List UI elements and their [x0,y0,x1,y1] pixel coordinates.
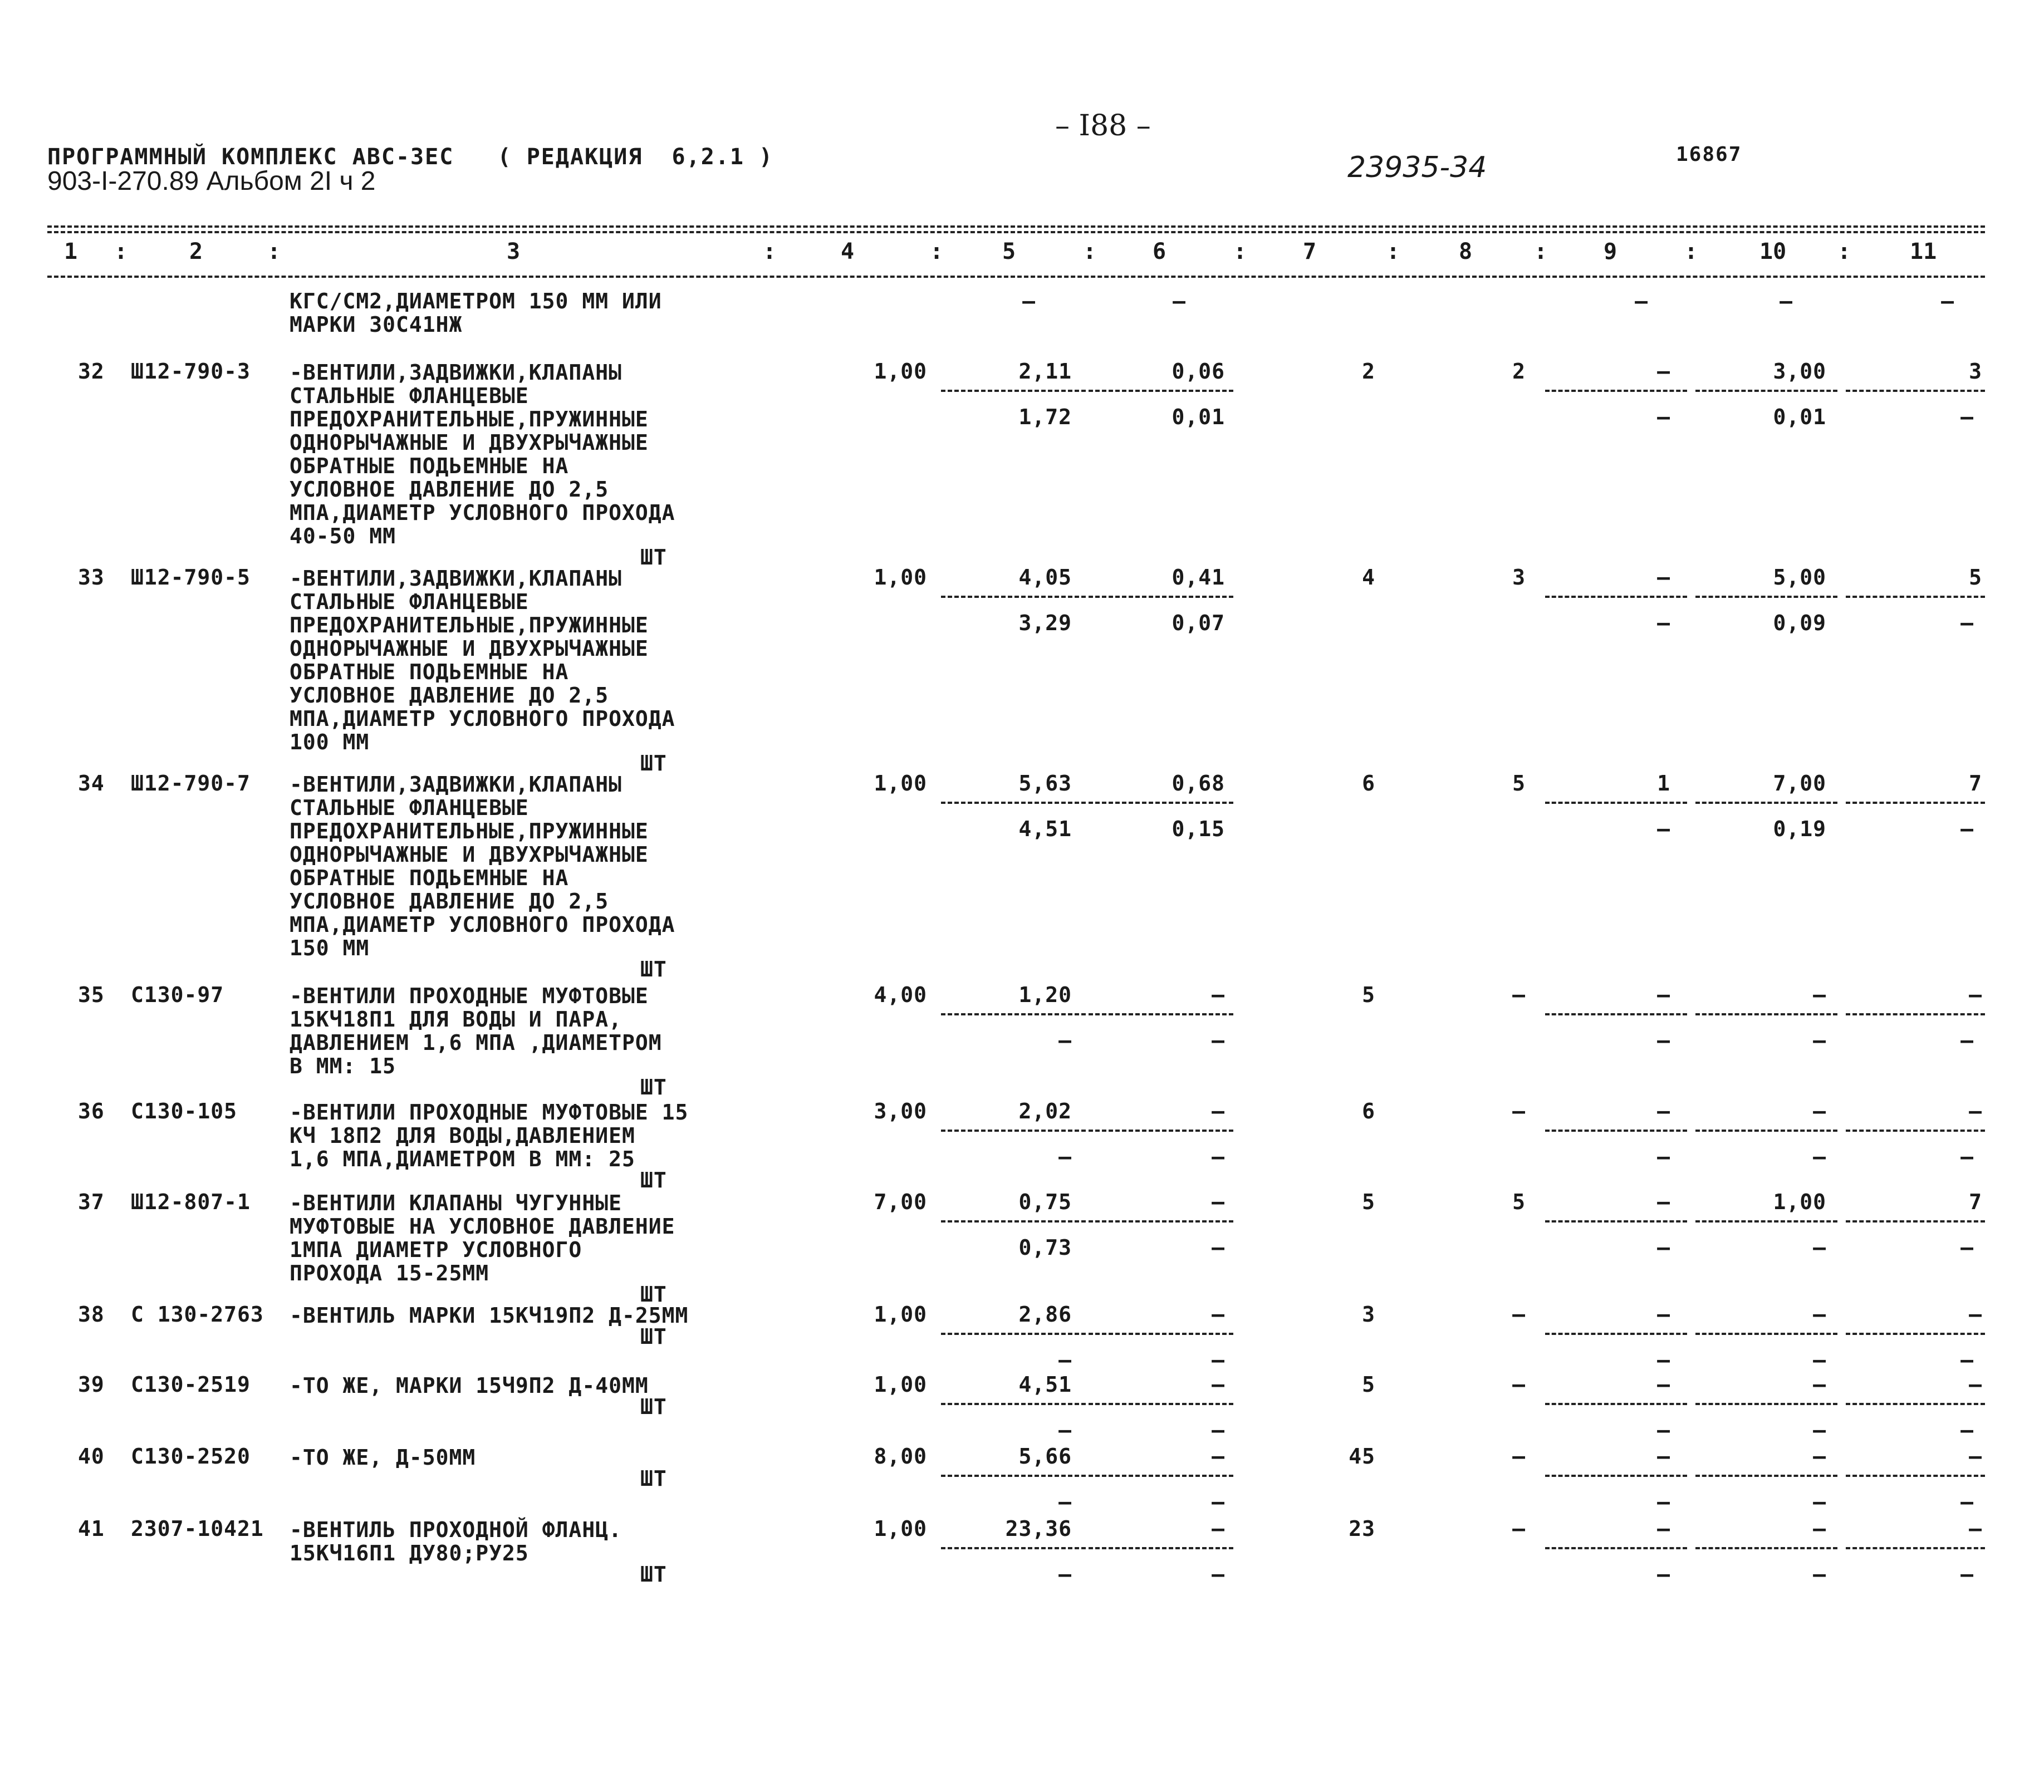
fraction-line [1846,1333,1985,1335]
row-description: -ВЕНТИЛИ ПРОХОДНЫЕ МУФТОВЫЕ 15КЧ18П1 ДЛЯ ВОДЫ И ПАРА, ДАВЛЕНИЕМ 1,6 МПА ,ДИАМЕТРОМ В ММ: 15 [290,984,662,1078]
column-separator: : [1837,239,1851,264]
continuation-text: КГС/СМ2,ДИАМЕТРОМ 150 ММ ИЛИ МАРКИ 30С41НЖ [290,289,662,337]
fraction-line [1695,1130,1837,1132]
cell-c9-bottom: – [1657,1145,1670,1169]
cell-c8: 5 [1512,771,1526,796]
cell-c6-top: 0,68 [1171,771,1225,796]
cell-c11-bottom: – [1960,1562,1974,1587]
fraction-line [1089,1403,1233,1405]
cell-c10-top: 7,00 [1773,771,1826,796]
fraction-line [1846,1013,1985,1015]
cell-c6-top: – [1212,983,1225,1007]
cell-c8: – [1512,1444,1526,1469]
cell-c5-top: 2,86 [1018,1302,1072,1327]
fraction-line [1545,390,1687,392]
fraction-line [941,1013,1086,1015]
column-separator: : [114,239,128,264]
fraction-line [1545,1403,1687,1405]
cell-c6-top: 0,06 [1171,359,1225,384]
fraction-line [1695,390,1837,392]
row-unit: ШТ [640,1282,667,1307]
cell-c11-top: – [1969,1372,1982,1397]
cell-c10-bottom: – [1813,1562,1826,1587]
cell-c11-bottom: – [1960,611,1974,635]
cell-c10-bottom: 0,01 [1773,405,1826,429]
cell-c10-top: – [1813,1516,1826,1541]
cell-c11-bottom: – [1960,1418,1974,1442]
cell-c8: – [1512,1372,1526,1397]
cell-c5-top: 4,05 [1018,565,1072,590]
cell-c5-top: 2,11 [1018,359,1072,384]
cell-c8: – [1512,1516,1526,1541]
document-line: 903-I-270.89 Альбом 2I ч 2 [47,166,376,196]
fraction-line [1089,802,1233,804]
row-description: -ВЕНТИЛИ КЛАПАНЫ ЧУГУННЫЕ МУФТОВЫЕ НА УСЛОВНОЕ ДАВЛЕНИЕ 1МПА ДИАМЕТР УСЛОВНОГО ПРОХОДА 15-25ММ [290,1191,675,1285]
cell-c5: – [1022,289,1036,313]
cell-c4: 1,00 [874,1372,927,1397]
cell-c9-top: – [1657,1190,1670,1214]
cell-c6-top: 0,41 [1171,565,1225,590]
cell-c6-top: – [1212,1302,1225,1327]
fraction-line [1846,802,1985,804]
row-description: -ТО ЖЕ, МАРКИ 15Ч9П2 Д-40ММ [290,1373,649,1398]
program-line: ПРОГРАММНЫЙ КОМПЛЕКС АВС-ЗЕС ( РЕДАКЦИЯ 6,2.1 ) [47,144,774,170]
row-code: С130-105 [131,1099,238,1123]
cell-c7: 5 [1362,1372,1375,1397]
cell-c5-top: 2,02 [1018,1099,1072,1123]
fraction-line [1695,596,1837,598]
cell-c9-bottom: – [1657,1490,1670,1514]
column-header-4: 4 [841,239,855,264]
row-number: 32 [78,359,105,384]
row-unit: ШТ [640,1395,667,1419]
row-number: 38 [78,1302,105,1327]
cell-c9-top: – [1657,1444,1670,1469]
column-header-9: 9 [1604,239,1617,264]
cell-c10-bottom: – [1813,1418,1826,1442]
fraction-line [1695,1403,1837,1405]
row-code: Ш12-807-1 [131,1190,251,1214]
cell-c4: 7,00 [874,1190,927,1214]
fraction-line [1695,1547,1837,1549]
column-header-11: 11 [1910,239,1937,264]
row-code: Ш12-790-5 [131,565,251,590]
row-description: -ТО ЖЕ, Д-50ММ [290,1445,476,1470]
cell-c5-top: 5,63 [1018,771,1072,796]
row-unit: ШТ [640,1075,667,1099]
row-unit: ШТ [640,1562,667,1587]
cell-c10-bottom: – [1813,1348,1826,1372]
cell-c4: 4,00 [874,983,927,1007]
cell-c4: 1,00 [874,565,927,590]
fraction-line [941,1220,1086,1223]
cell-c5-top: 4,51 [1018,1372,1072,1397]
cell-c9-top: 1 [1657,771,1670,796]
cell-c11-bottom: – [1960,1028,1974,1053]
cell-c6-bottom: – [1212,1562,1225,1587]
row-description: -ВЕНТИЛЬ ПРОХОДНОЙ ФЛАНЦ. 15КЧ16П1 ДУ80;РУ25 [290,1518,622,1565]
column-separator: : [1684,239,1698,264]
row-number: 39 [78,1372,105,1397]
cell-c11-top: 7 [1969,771,1982,796]
fraction-line [941,1130,1086,1132]
cell-c10: – [1780,289,1793,313]
header-rule-bottom [47,276,1985,278]
row-unit: ШТ [640,1324,667,1349]
cell-c9-bottom: – [1657,817,1670,841]
row-code: С 130-2763 [131,1302,264,1327]
header-rule-top [47,225,1985,228]
cell-c7: 23 [1349,1516,1375,1541]
fraction-line [1089,1333,1233,1335]
cell-c4: 1,00 [874,1516,927,1541]
cell-c4: 1,00 [874,359,927,384]
row-unit: ШТ [640,545,667,569]
cell-c11-top: – [1969,1444,1982,1469]
column-separator: : [1233,239,1247,264]
cell-c11-top: 7 [1969,1190,1982,1214]
cell-c9-bottom: – [1657,1562,1670,1587]
fraction-line [1545,802,1687,804]
cell-c11-bottom: – [1960,1348,1974,1372]
cell-c7: 6 [1362,771,1375,796]
column-separator: : [930,239,944,264]
cell-c11-bottom: – [1960,1145,1974,1169]
cell-c9-top: – [1657,1516,1670,1541]
row-code: 2307-10421 [131,1516,264,1541]
cell-c5-bottom: – [1058,1145,1072,1169]
cell-c10-top: 3,00 [1773,359,1826,384]
cell-c11-bottom: – [1960,1235,1974,1260]
cell-c6-bottom: 0,15 [1171,817,1225,841]
fraction-line [1695,1013,1837,1015]
cell-c7: 3 [1362,1302,1375,1327]
cell-c4: 8,00 [874,1444,927,1469]
fraction-line [1846,1220,1985,1223]
cell-c11-top: – [1969,1302,1982,1327]
cell-c5-bottom: 4,51 [1018,817,1072,841]
row-number: 34 [78,771,105,796]
fraction-line [1089,390,1233,392]
cell-c7: 2 [1362,359,1375,384]
row-unit: ШТ [640,957,667,981]
cell-c9: – [1635,289,1648,313]
cell-c8: – [1512,983,1526,1007]
row-unit: ШТ [640,1168,667,1192]
cell-c10-bottom: – [1813,1028,1826,1053]
cell-c10-bottom: 0,19 [1773,817,1826,841]
column-header-5: 5 [1002,239,1016,264]
cell-c11-top: – [1969,983,1982,1007]
cell-c9-bottom: – [1657,405,1670,429]
fraction-line [941,596,1086,598]
row-description: -ВЕНТИЛИ,ЗАДВИЖКИ,КЛАПАНЫ СТАЛЬНЫЕ ФЛАНЦЕВЫЕ ПРЕДОХРАНИТЕЛЬНЫЕ,ПРУЖИННЫЕ ОДНОРЫЧАЖНЫЕ И ДВУХРЫЧАЖНЫЕ ОБРАТНЫЕ ПОДЬЕМНЫЕ НА УСЛОВНОЕ ДАВЛЕНИЕ ДО 2,5 МПА,ДИАМЕТР УСЛОВНОГО ПРОХОДА 150 ММ [290,772,675,960]
cell-c9-top: – [1657,983,1670,1007]
cell-c9-top: – [1657,1302,1670,1327]
cell-c10-top: – [1813,1302,1826,1327]
cell-c6-bottom: – [1212,1028,1225,1053]
cell-c10-top: – [1813,1372,1826,1397]
fraction-line [1089,1547,1233,1549]
row-code: С130-2520 [131,1444,251,1469]
stamp-number: 16867 [1676,143,1742,166]
fraction-line [1846,1475,1985,1477]
cell-c6-bottom: 0,01 [1171,405,1225,429]
cell-c10-top: – [1813,1444,1826,1469]
cell-c11: – [1941,289,1954,313]
column-separator: : [1534,239,1548,264]
cell-c9-top: – [1657,565,1670,590]
cell-c8: 5 [1512,1190,1526,1214]
row-number: 40 [78,1444,105,1469]
cell-c8: 3 [1512,565,1526,590]
column-header-7: 7 [1303,239,1317,264]
cell-c5-top: 5,66 [1018,1444,1072,1469]
fraction-line [1545,1013,1687,1015]
fraction-line [1846,1547,1985,1549]
cell-c10-bottom: – [1813,1235,1826,1260]
cell-c11-bottom: – [1960,1490,1974,1514]
fraction-line [1695,1333,1837,1335]
cell-c10-top: 1,00 [1773,1190,1826,1214]
cell-c5-top: 0,75 [1018,1190,1072,1214]
cell-c6-bottom: – [1212,1490,1225,1514]
cell-c9-bottom: – [1657,1235,1670,1260]
cell-c9-bottom: – [1657,1348,1670,1372]
fraction-line [1089,1013,1233,1015]
cell-c5-bottom: – [1058,1562,1072,1587]
cell-c7: 6 [1362,1099,1375,1123]
fraction-line [1846,1130,1985,1132]
column-header-10: 10 [1759,239,1787,264]
fraction-line [1695,1220,1837,1223]
row-number: 37 [78,1190,105,1214]
header-rule-mid [47,231,1985,233]
fraction-line [1545,1333,1687,1335]
cell-c9-top: – [1657,359,1670,384]
cell-c4: 1,00 [874,1302,927,1327]
cell-c9-bottom: – [1657,1028,1670,1053]
fraction-line [941,1475,1086,1477]
cell-c7: 4 [1362,565,1375,590]
cell-c7: 5 [1362,1190,1375,1214]
cell-c4: 1,00 [874,771,927,796]
fraction-line [941,1403,1086,1405]
cell-c11-top: 5 [1969,565,1982,590]
fraction-line [1846,390,1985,392]
cell-c9-bottom: – [1657,1418,1670,1442]
cell-c10-top: – [1813,983,1826,1007]
cell-c10-bottom: 0,09 [1773,611,1826,635]
cell-c6-bottom: – [1212,1145,1225,1169]
row-number: 33 [78,565,105,590]
row-unit: ШТ [640,751,667,775]
cell-c5-bottom: 3,29 [1018,611,1072,635]
cell-c8: – [1512,1099,1526,1123]
column-separator: : [267,239,281,264]
fraction-line [1846,596,1985,598]
cell-c6-top: – [1212,1516,1225,1541]
cell-c8: 2 [1512,359,1526,384]
row-description: -ВЕНТИЛЬ МАРКИ 15КЧ19П2 Д-25ММ [290,1303,689,1328]
cell-c11-bottom: – [1960,405,1974,429]
cell-c6-bottom: – [1212,1418,1225,1442]
cell-c10-top: 5,00 [1773,565,1826,590]
cell-c6-top: – [1212,1372,1225,1397]
cell-c7: 5 [1362,983,1375,1007]
cell-c10-top: – [1813,1099,1826,1123]
cell-c6-bottom: 0,07 [1171,611,1225,635]
cell-c8: – [1512,1302,1526,1327]
column-separator: : [1083,239,1097,264]
cell-c11-top: – [1969,1516,1982,1541]
cell-c11-bottom: – [1960,817,1974,841]
fraction-line [1695,802,1837,804]
row-unit: ШТ [640,1466,667,1491]
column-header-6: 6 [1153,239,1166,264]
row-number: 41 [78,1516,105,1541]
row-description: -ВЕНТИЛИ,ЗАДВИЖКИ,КЛАПАНЫ СТАЛЬНЫЕ ФЛАНЦЕВЫЕ ПРЕДОХРАНИТЕЛЬНЫЕ,ПРУЖИННЫЕ ОДНОРЫЧАЖНЫЕ И ДВУХРЫЧАЖНЫЕ ОБРАТНЫЕ ПОДЬЕМНЫЕ НА УСЛОВНОЕ ДАВЛЕНИЕ ДО 2,5 МПА,ДИАМЕТР УСЛОВНОГО ПРОХОДА 100 ММ [290,566,675,754]
row-description: -ВЕНТИЛИ,ЗАДВИЖКИ,КЛАПАНЫ СТАЛЬНЫЕ ФЛАНЦЕВЫЕ ПРЕДОХРАНИТЕЛЬНЫЕ,ПРУЖИННЫЕ ОДНОРЫЧАЖНЫЕ И ДВУХРЫЧАЖНЫЕ ОБРАТНЫЕ ПОДЬЕМНЫЕ НА УСЛОВНОЕ ДАВЛЕНИЕ ДО 2,5 МПА,ДИАМЕТР УСЛОВНОГО ПРОХОДА 40-50 ММ [290,360,675,548]
cell-c10-bottom: – [1813,1145,1826,1169]
cell-c4: 3,00 [874,1099,927,1123]
cell-c6-top: – [1212,1444,1225,1469]
column-separator: : [763,239,777,264]
cell-c5-bottom: – [1058,1418,1072,1442]
column-header-1: 1 [64,239,78,264]
column-header-8: 8 [1459,239,1473,264]
cell-c11-top: – [1969,1099,1982,1123]
fraction-line [941,802,1086,804]
cell-c6-top: – [1212,1190,1225,1214]
fraction-line [1089,1475,1233,1477]
fraction-line [1545,596,1687,598]
cell-c6-bottom: – [1212,1235,1225,1260]
fraction-line [1846,1403,1985,1405]
cell-c6-top: – [1212,1099,1225,1123]
column-header-2: 2 [189,239,203,264]
fraction-line [1545,1475,1687,1477]
cell-c11-top: 3 [1969,359,1982,384]
page-number: – I88 – [1055,109,1151,143]
fraction-line [1695,1475,1837,1477]
fraction-line [1089,596,1233,598]
row-code: Ш12-790-7 [131,771,251,796]
cell-c7: 45 [1349,1444,1375,1469]
fraction-line [941,1333,1086,1335]
row-code: С130-97 [131,983,224,1007]
row-description: -ВЕНТИЛИ ПРОХОДНЫЕ МУФТОВЫЕ 15 КЧ 18П2 ДЛЯ ВОДЫ,ДАВЛЕНИЕМ 1,6 МПА,ДИАМЕТРОМ В ММ: 25 [290,1100,689,1171]
fraction-line [1089,1220,1233,1223]
cell-c5-bottom: – [1058,1490,1072,1514]
fraction-line [941,390,1086,392]
column-header-3: 3 [507,239,521,264]
row-number: 36 [78,1099,105,1123]
cell-c5-top: 1,20 [1018,983,1072,1007]
fraction-line [1545,1547,1687,1549]
cell-c5-bottom: – [1058,1028,1072,1053]
handwritten-number: 23935-34 [1347,151,1487,184]
row-code: С130-2519 [131,1372,251,1397]
fraction-line [1089,1130,1233,1132]
fraction-line [1545,1130,1687,1132]
cell-c5-bottom: 0,73 [1018,1235,1072,1260]
cell-c9-top: – [1657,1372,1670,1397]
cell-c9-top: – [1657,1099,1670,1123]
fraction-line [941,1547,1086,1549]
column-separator: : [1386,239,1400,264]
row-number: 35 [78,983,105,1007]
cell-c5-bottom: – [1058,1348,1072,1372]
cell-c6: – [1173,289,1186,313]
fraction-line [1545,1220,1687,1223]
cell-c6-bottom: – [1212,1348,1225,1372]
cell-c10-bottom: – [1813,1490,1826,1514]
row-code: Ш12-790-3 [131,359,251,384]
cell-c5-top: 23,36 [1005,1516,1072,1541]
cell-c5-bottom: 1,72 [1018,405,1072,429]
cell-c9-bottom: – [1657,611,1670,635]
